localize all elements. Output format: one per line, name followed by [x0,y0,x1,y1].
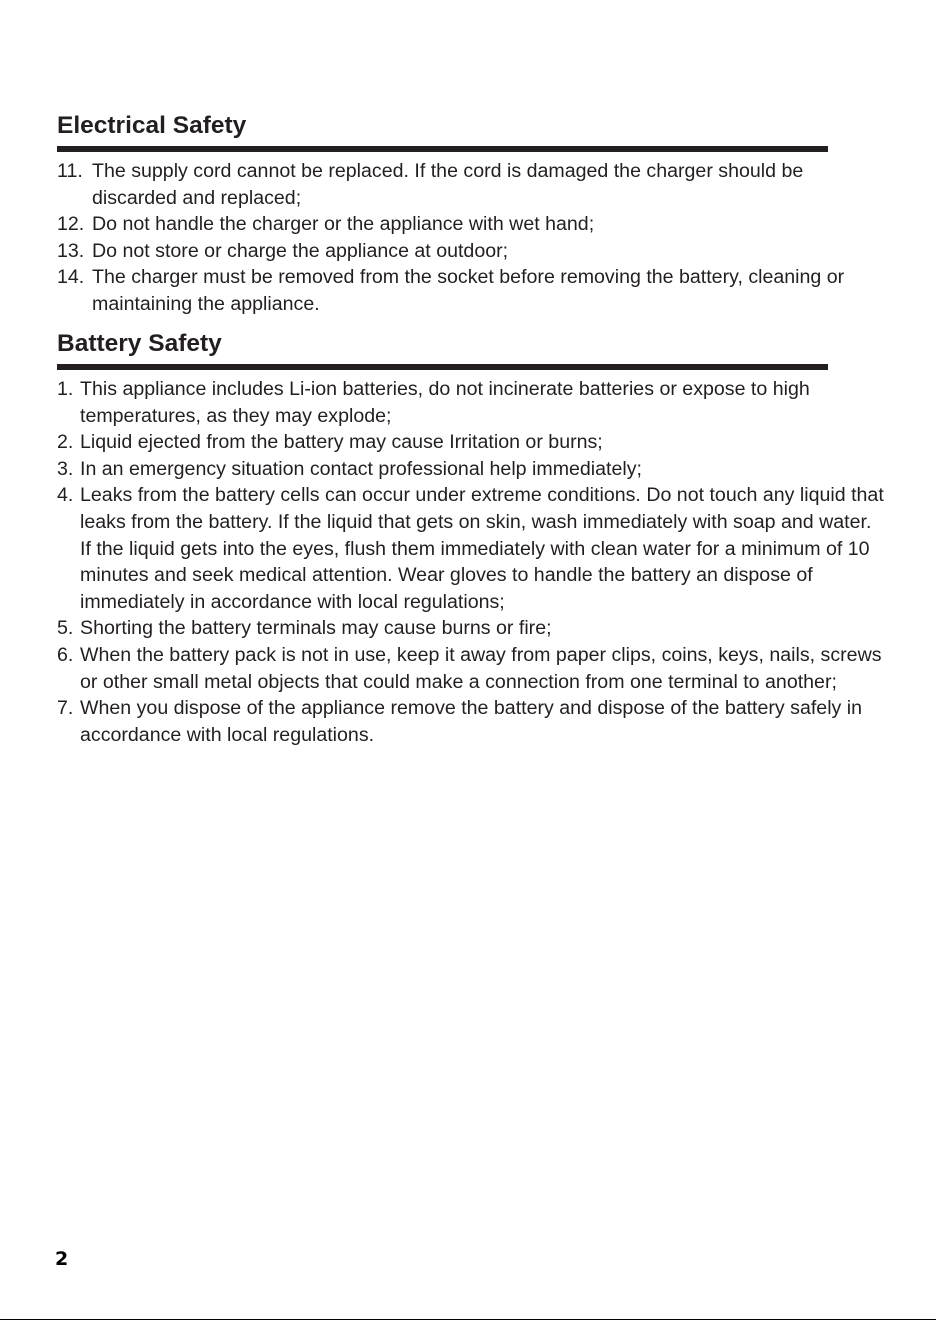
battery-safety-section [57,328,887,748]
list-item [57,615,887,642]
battery-safety-list [57,376,887,748]
item-number: 1. [57,378,74,400]
item-text: When the battery pack is not in use, keep it away from paper clips, coins, keys, nails, screws or other small metal objects that could make a connection from one terminal to another; [80,643,882,693]
list-item [57,482,887,615]
item-text: The charger must be removed from the socket before removing the battery, cleaning or maintaining the appliance. [92,266,845,315]
list-item [57,642,887,695]
electrical-safety-heading: Electrical Safety [57,112,247,139]
item-number: 7. [57,697,74,720]
item-number: 3. [57,457,74,480]
item-text: Liquid ejected from the battery may cause Irritation or burns; [80,431,603,454]
list-item [57,158,887,211]
item-number: 4. [57,484,74,507]
page-bottom-rule [0,1319,936,1320]
heading-rule [57,146,828,152]
battery-safety-heading: Battery Safety [57,330,222,357]
item-text: Do not handle the charger or the appliance with wet hand; [92,213,595,236]
item-text: In an emergency situation contact professional help immediately; [80,457,642,480]
item-number: 5. [57,617,74,640]
page-number: 2 [55,1248,69,1270]
list-item [57,429,887,456]
item-text: The supply cord cannot be replaced. If the cord is damaged the charger should be discarded and replaced; [92,160,804,209]
electrical-safety-list [57,158,887,318]
item-text: Leaks from the battery cells can occur under extreme conditions. Do not touch any liquid that leaks from the battery. If the liquid that gets on skin, wash immediately with soap and water. If the liquid gets into the eyes, flush them immediately with clean water for a minimum of 10 minutes and seek medical attention. Wear gloves to handle the battery an dispose of immediately in accordance with local regulations; [80,484,884,613]
heading-rule [57,364,828,370]
list-item [57,376,887,429]
item-text: When you dispose of the appliance remove the battery and dispose of the battery safely in accordance with local regulations. [80,697,863,746]
item-number: 6. [57,643,74,666]
electrical-safety-section [57,110,887,318]
item-number: 13. [57,239,85,262]
list-item [57,264,887,317]
item-number: 11. [57,160,83,182]
list-item [57,456,887,483]
item-text: Do not store or charge the appliance at outdoor; [92,239,509,262]
item-number: 12. [57,213,85,236]
list-item [57,695,887,748]
item-text: Shorting the battery terminals may cause burns or fire; [80,617,552,640]
item-number: 2. [57,431,74,454]
item-number: 14. [57,266,85,289]
item-text: This appliance includes Li-ion batteries, do not incinerate batteries or expose to high temperatures, as they may explode; [80,378,810,427]
list-item [57,238,887,265]
list-item [57,211,887,238]
